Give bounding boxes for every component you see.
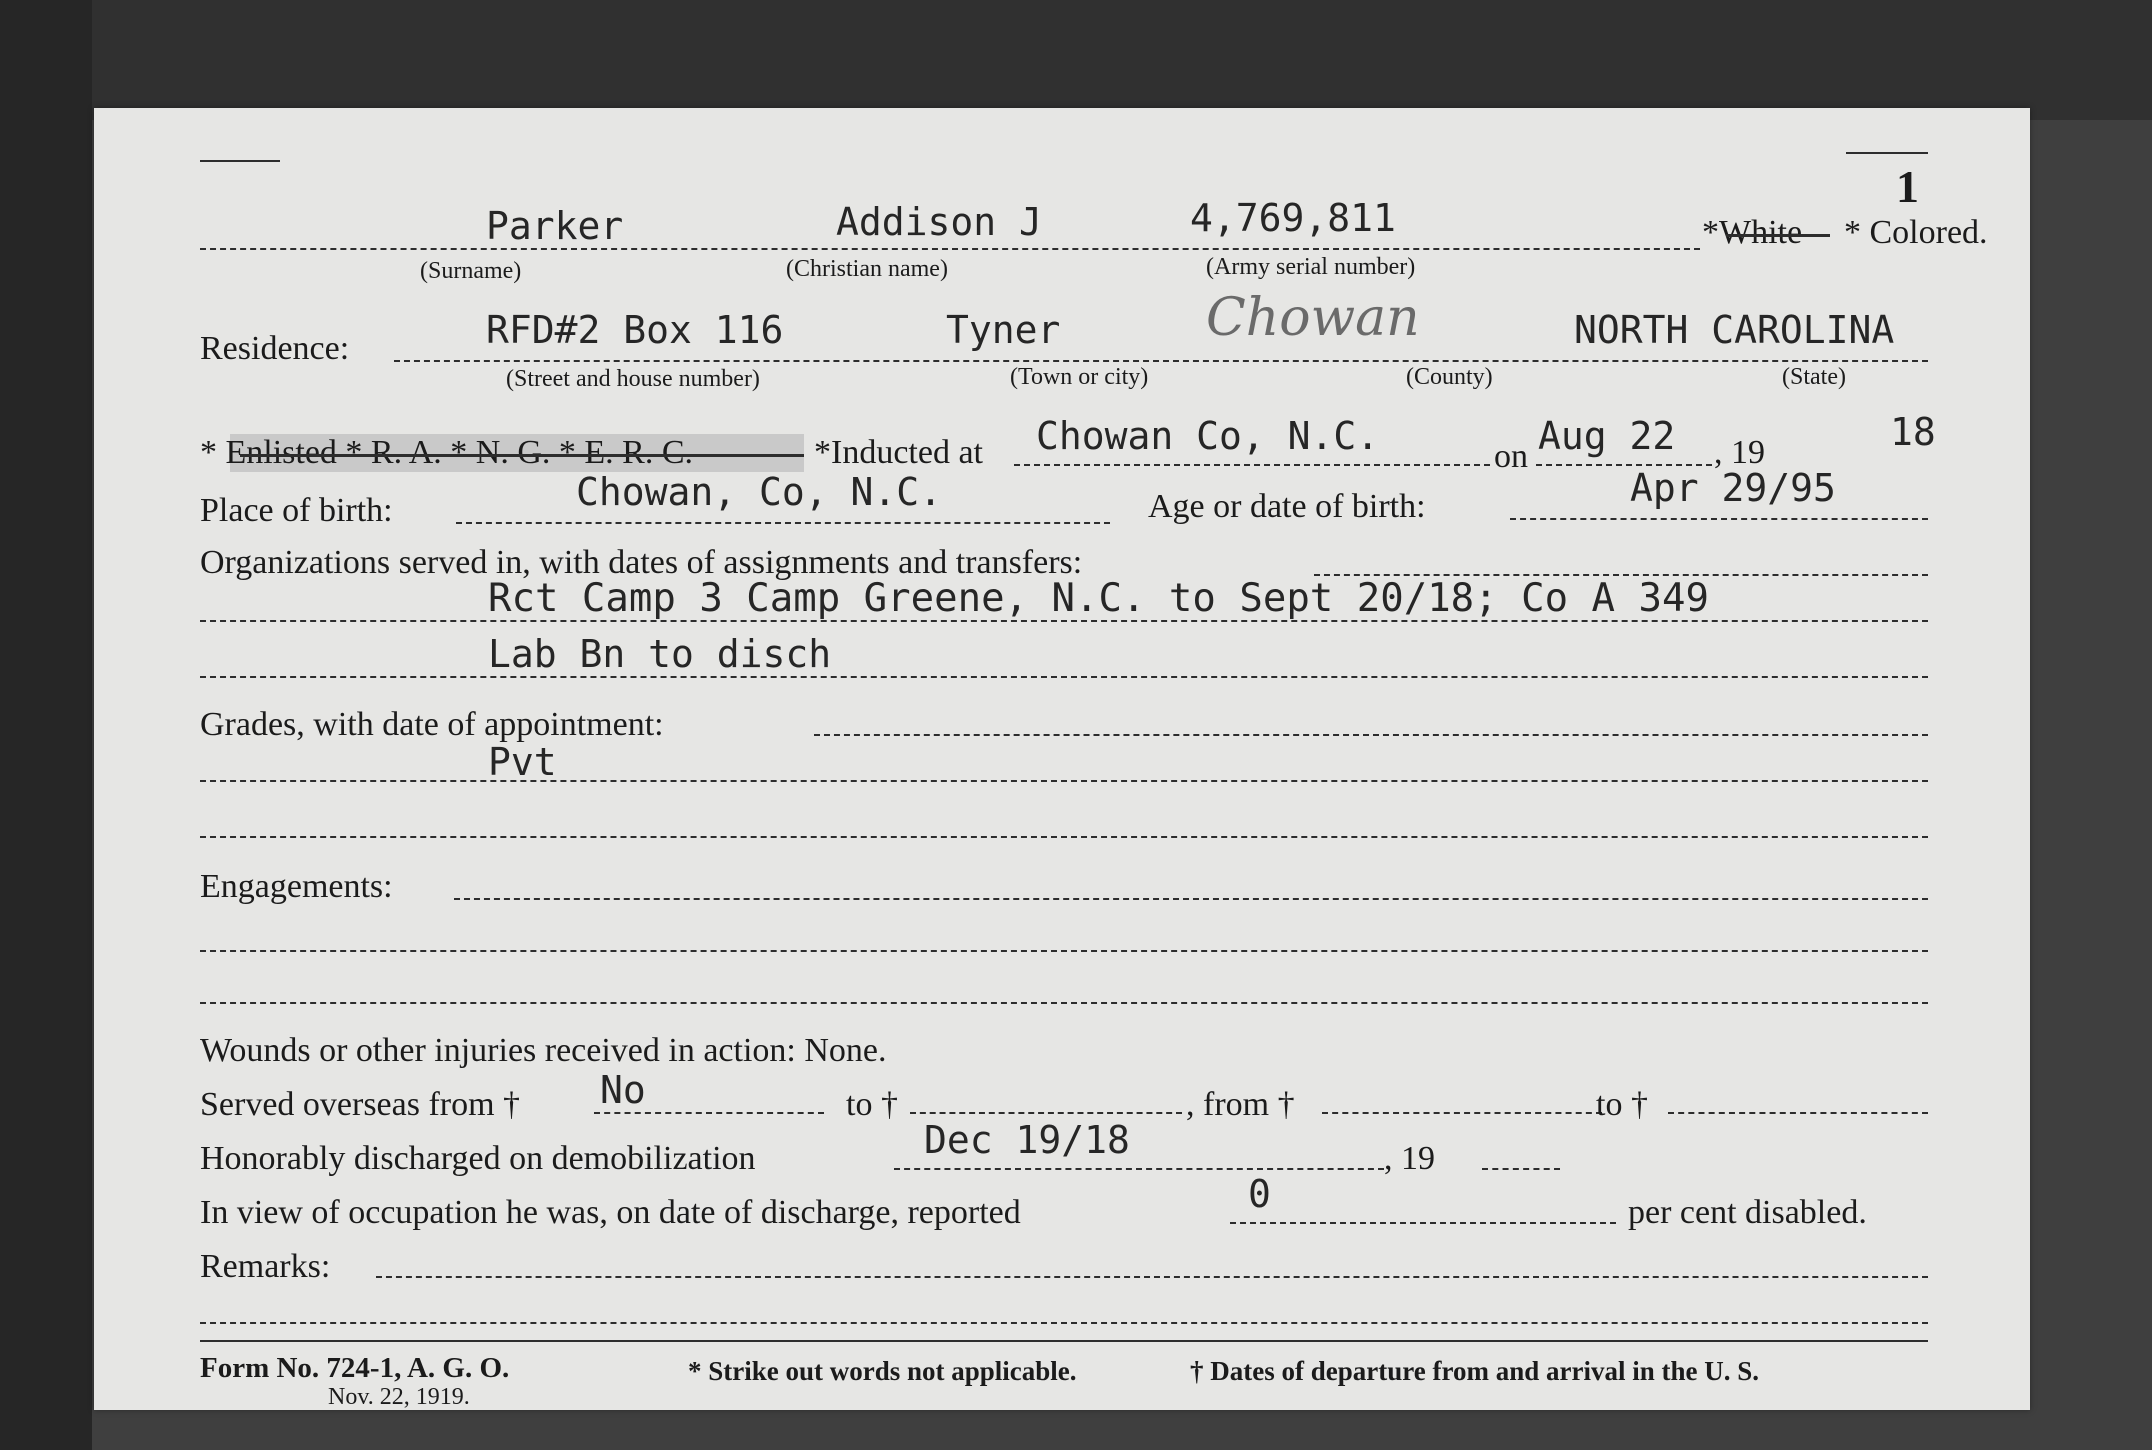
residence-town-value: Tyner <box>946 308 1061 352</box>
inducted-date-value: Aug 22 <box>1538 414 1676 458</box>
residence-line <box>394 360 1928 362</box>
scanner-background-top <box>0 0 2152 120</box>
inducted-at-value: Chowan Co, N.C. <box>1036 414 1380 458</box>
enlisted-options: * Enlisted * R. A. * N. G. * E. R. C. <box>200 434 694 471</box>
surname-value: Parker <box>486 204 624 248</box>
organizations-line-1: Rct Camp 3 Camp Greene, N.C. to Sept 20/18; Co A 349 <box>488 576 1709 621</box>
discharged-date-line <box>894 1168 1384 1170</box>
christian-name-value: Addison J <box>836 200 1042 244</box>
residence-street-value: RFD#2 Box 116 <box>486 308 784 352</box>
caption-serial-number: (Army serial number) <box>1206 254 1416 280</box>
overseas-to-label-2: to † <box>1596 1086 1648 1123</box>
inducted-year-prefix: , 19 <box>1714 434 1765 471</box>
engagements-line-2 <box>200 1002 1928 1004</box>
residence-county-value: Chowan <box>1206 288 1420 348</box>
remarks-line-1 <box>376 1276 1928 1278</box>
form-number: Form No. 724-1, A. G. O. <box>200 1352 510 1384</box>
disabled-percent-value: 0 <box>1248 1172 1271 1216</box>
engagements-line-1 <box>200 950 1928 952</box>
organizations-label: Organizations served in, with dates of assignments and transfers: <box>200 544 1083 581</box>
overseas-value: No <box>600 1068 646 1112</box>
discharged-year-line <box>1482 1168 1560 1170</box>
inducted-label: *Inducted at <box>814 434 983 471</box>
race-white-strikeout <box>1726 234 1830 237</box>
caption-county: (County) <box>1406 364 1493 390</box>
overseas-from-line-2 <box>1322 1112 1602 1114</box>
grades-line-2 <box>200 836 1928 838</box>
enlisted-strikeout <box>240 454 804 457</box>
remarks-line-3 <box>200 1340 1928 1342</box>
discharged-date-value: Dec 19/18 <box>924 1118 1130 1162</box>
organizations-line-1-rule <box>200 620 1928 622</box>
scanner-background-left <box>0 0 92 1450</box>
organizations-line-2-rule <box>200 676 1928 678</box>
residence-label: Residence: <box>200 330 350 367</box>
grades-value: Pvt <box>488 740 557 784</box>
race-colored-label: * Colored. <box>1844 214 1988 251</box>
overseas-from-line <box>594 1112 824 1114</box>
birthdate-value: Apr 29/95 <box>1630 466 1836 510</box>
engagements-label-line <box>454 898 1928 900</box>
race-white-label: *White <box>1702 214 1803 251</box>
remarks-label: Remarks: <box>200 1248 331 1285</box>
top-left-rule <box>200 160 280 162</box>
overseas-label: Served overseas from † <box>200 1086 521 1123</box>
birthdate-line <box>1510 518 1928 520</box>
occupation-label: In view of occupation he was, on date of discharge, reported <box>200 1194 1021 1231</box>
caption-town: (Town or city) <box>1010 364 1149 390</box>
footnote-dates: † Dates of departure from and arrival in the U. S. <box>1190 1356 1759 1386</box>
discharged-label: Honorably discharged on demobilization <box>200 1140 756 1177</box>
service-record-card <box>94 108 2030 1410</box>
caption-christian-name: (Christian name) <box>786 256 948 282</box>
birthdate-label: Age or date of birth: <box>1148 488 1426 525</box>
inducted-on-label: on <box>1494 438 1528 475</box>
engagements-label: Engagements: <box>200 868 393 905</box>
wounds-text: Wounds or other injuries received in action: None. <box>200 1032 887 1069</box>
overseas-to-line <box>910 1112 1182 1114</box>
birthplace-label: Place of birth: <box>200 492 393 529</box>
form-date: Nov. 22, 1919. <box>328 1384 470 1410</box>
caption-street: (Street and house number) <box>506 366 760 392</box>
top-right-rule <box>1846 152 1928 154</box>
disabled-suffix: per cent disabled. <box>1628 1194 1867 1231</box>
inducted-year-value: 18 <box>1890 410 1936 454</box>
overseas-to-line-2 <box>1668 1112 1928 1114</box>
birthplace-line <box>456 522 1110 524</box>
overseas-to-label: to † <box>846 1086 898 1123</box>
caption-surname: (Surname) <box>420 258 522 284</box>
grades-label: Grades, with date of appointment: <box>200 706 664 743</box>
grades-label-line <box>814 734 1928 736</box>
grades-line-1 <box>200 780 1928 782</box>
serial-number-value: 4,769,811 <box>1190 196 1396 240</box>
inducted-at-line <box>1014 464 1490 466</box>
remarks-line-2 <box>200 1322 1928 1324</box>
footnote-strike: * Strike out words not applicable. <box>688 1356 1077 1386</box>
caption-state: (State) <box>1782 364 1846 390</box>
residence-state-value: NORTH CAROLINA <box>1574 308 1895 352</box>
organizations-line-2: Lab Bn to disch <box>488 632 832 676</box>
card-number: 1 <box>1896 161 1919 212</box>
birthplace-value: Chowan, Co, N.C. <box>576 470 943 514</box>
discharged-year-label: , 19 <box>1384 1140 1435 1177</box>
overseas-from-label-2: , from † <box>1186 1086 1295 1123</box>
disabled-percent-line <box>1230 1222 1616 1224</box>
name-line <box>200 248 1700 250</box>
